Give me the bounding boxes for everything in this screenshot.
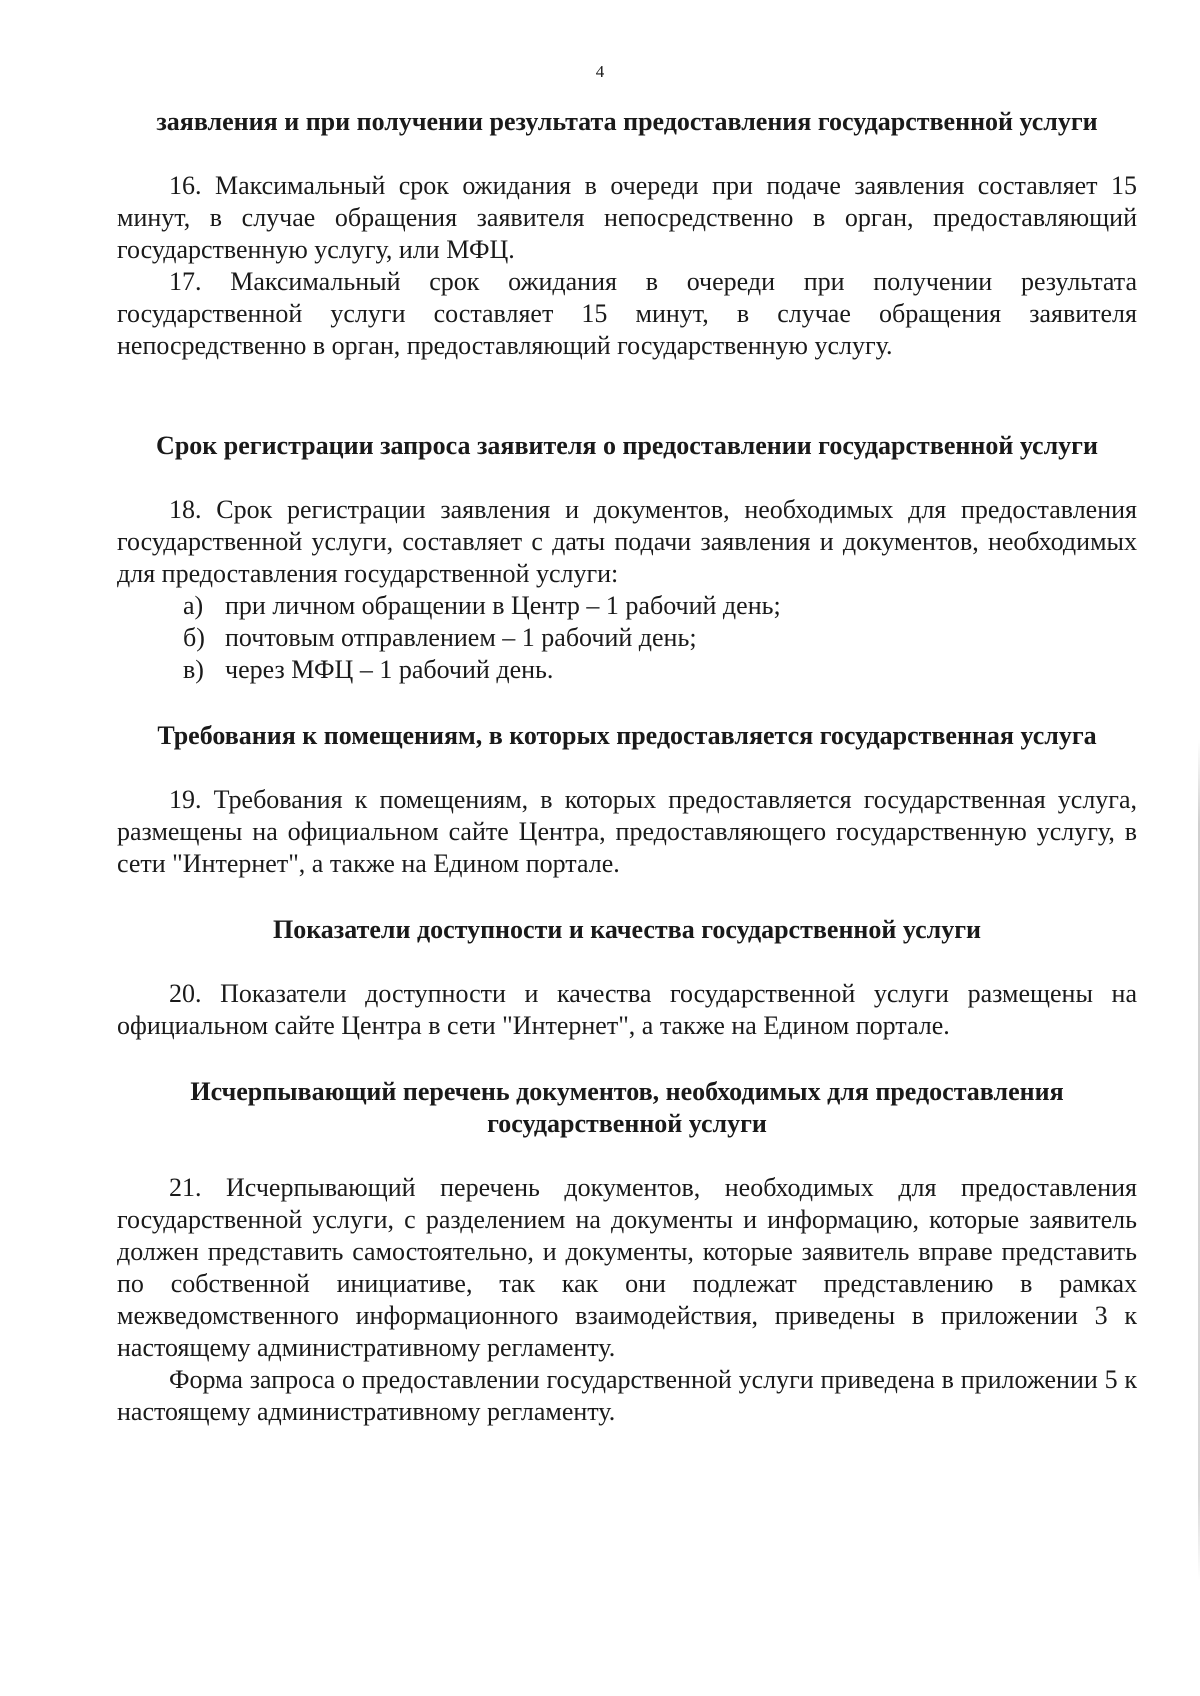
- list-item: [117, 654, 1137, 686]
- paragraph-19: 19. Требования к помещениям, в которых предоставляется государственная услуга, размещены на официальном сайте Центра, предоставляющего государственную услугу, в сети "Интернет", а также на Едином портале.: [117, 785, 1137, 878]
- section-heading-documents-list: Исчерпывающий перечень документов, необходимых для предоставления государственной услуги: [190, 1077, 1064, 1138]
- paragraph-16: 16. Максимальный срок ожидания в очереди при подаче заявления составляет 15 минут, в случае обращения заявителя непосредственно в орган, предоставляющий государственную услугу, или МФЦ.: [117, 171, 1137, 264]
- section-heading-premises-requirements: Требования к помещениям, в которых предоставляется государственная услуга: [157, 721, 1097, 750]
- paragraph-17: 17. Максимальный срок ожидания в очереди при получении результата государственной услуги составляет 15 минут, в случае обращения заявителя непосредственно в орган, предоставляющий государственную услугу.: [117, 267, 1137, 360]
- page-content: [117, 106, 1137, 1428]
- list-marker: а): [183, 591, 204, 620]
- paragraph-20: 20. Показатели доступности и качества государственной услуги размещены на официальном сайте Центра в сети "Интернет", а также на Едином портале.: [117, 979, 1137, 1040]
- section-heading-result-waiting: заявления и при получении результата предоставления государственной услуги: [156, 107, 1098, 136]
- paragraph-21: 21. Исчерпывающий перечень документов, необходимых для предоставления государственной услуги, с разделением на документы и информацию, которые заявитель должен представить самостоятельно, и документы, которые заявитель вправе представить по собственной инициативе, так как они подлежат представлению в рамках межведомственного информационного взаимодействия, приведены в приложении 3 к настоящему административному регламенту.: [117, 1173, 1137, 1362]
- list-item: [117, 622, 1137, 654]
- page-number: 4: [595, 62, 605, 81]
- list-item-text: при личном обращении в Центр – 1 рабочий день;: [225, 591, 781, 620]
- list-item-text: почтовым отправлением – 1 рабочий день;: [225, 623, 697, 652]
- section-heading-registration-term: Срок регистрации запроса заявителя о предоставлении государственной услуги: [156, 431, 1098, 460]
- list-marker: б): [183, 623, 205, 652]
- paragraph-18: 18. Срок регистрации заявления и документов, необходимых для предоставления государственной услуги, составляет с даты подачи заявления и документов, необходимых для предоставления государственной услуги:: [117, 495, 1137, 588]
- list-item: [117, 590, 1137, 622]
- list-marker: в): [183, 655, 204, 684]
- list-item-text: через МФЦ – 1 рабочий день.: [225, 655, 554, 684]
- paragraph-request-form: Форма запроса о предоставлении государственной услуги приведена в приложении 5 к настоящему административному регламенту.: [117, 1365, 1137, 1426]
- section-heading-accessibility-indicators: Показатели доступности и качества государственной услуги: [272, 915, 982, 944]
